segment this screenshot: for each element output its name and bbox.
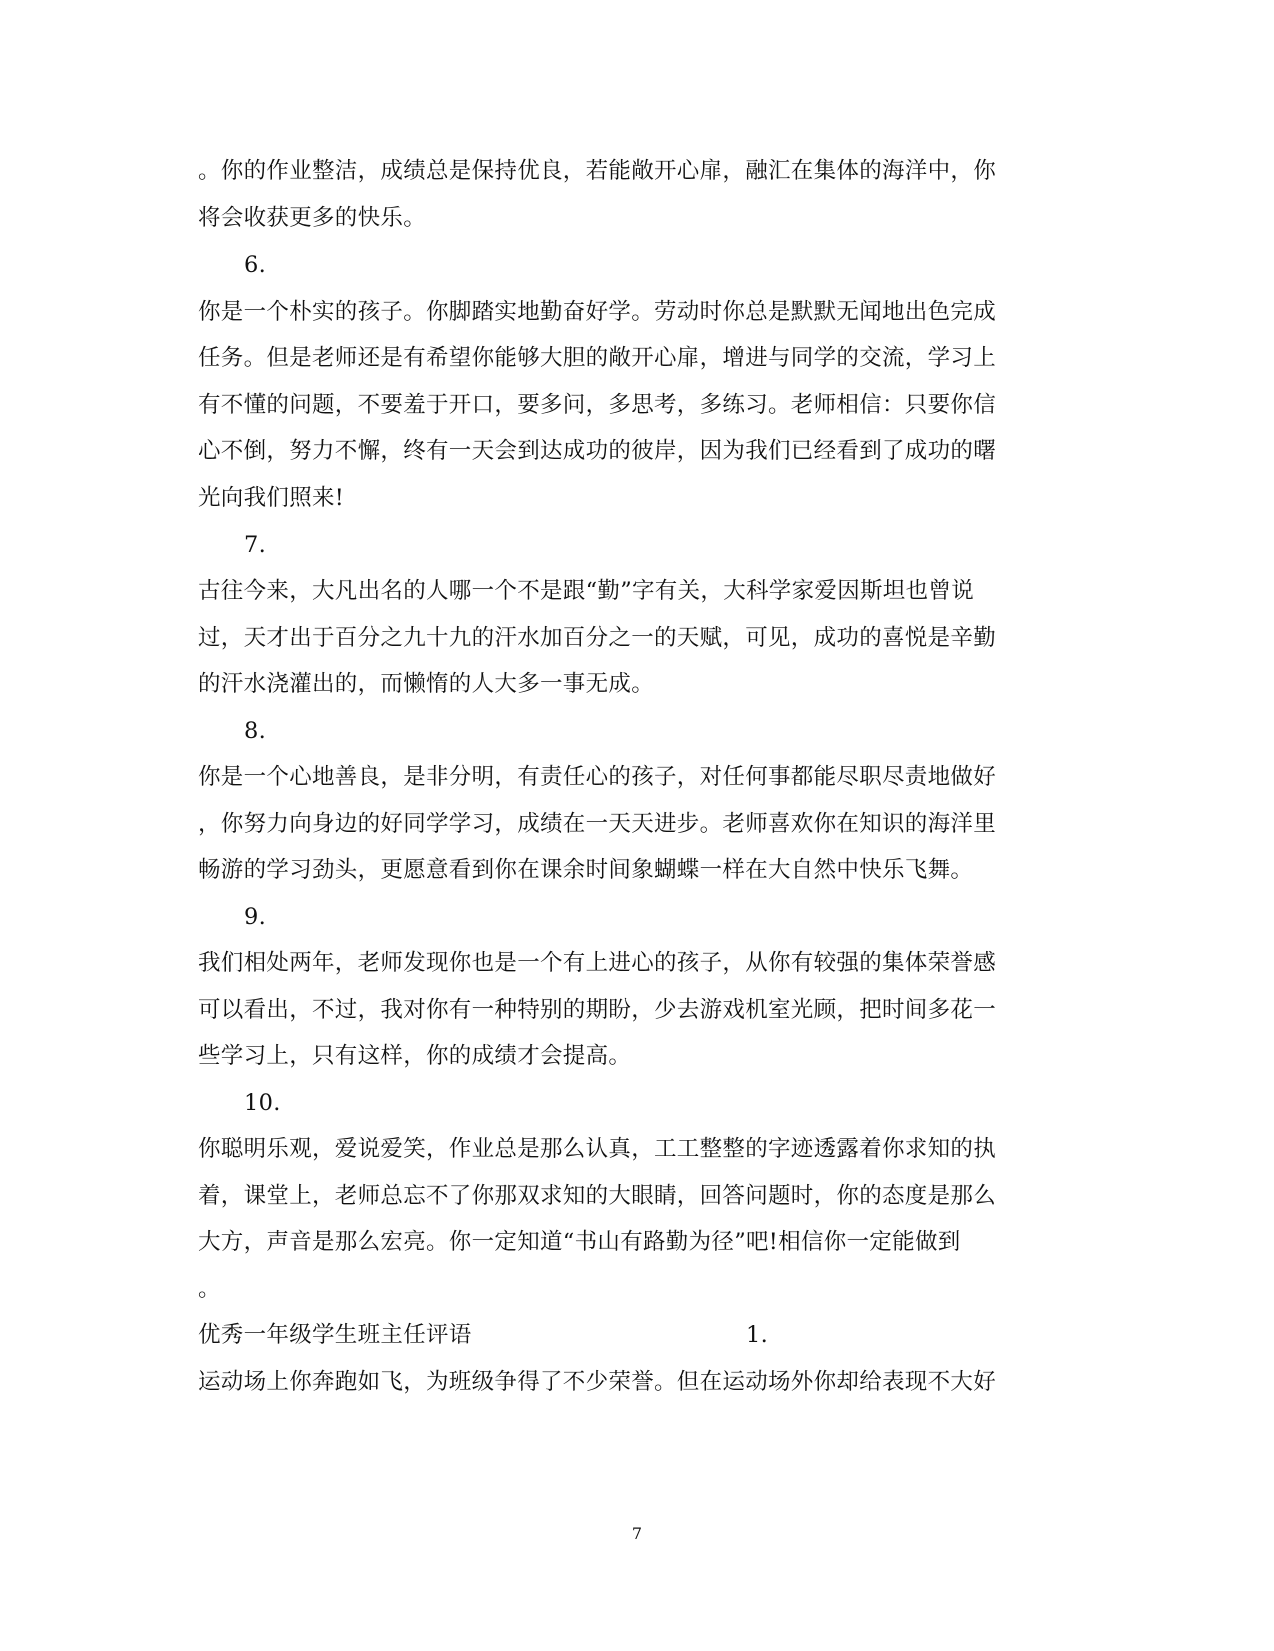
item-number-10: 10. xyxy=(244,1090,281,1116)
paragraph-line: 着，课堂上，老师总忘不了你那双求知的大眼睛，回答问题时，你的态度是那么 xyxy=(198,1183,997,1209)
item-number-7: 7. xyxy=(244,532,267,558)
section-heading-title: 优秀一年级学生班主任评语 xyxy=(198,1322,472,1348)
paragraph-line: 你是一个心地善良，是非分明，有责任心的孩子，对任何事都能尽职尽责地做好 xyxy=(198,764,997,790)
paragraph-line: 将会收获更多的快乐。 xyxy=(198,205,427,231)
paragraph-line: 古往今来，大凡出名的人哪一个不是跟“勤”字有关，大科学家爱因斯坦也曾说 xyxy=(198,578,975,604)
paragraph-line: 些学习上，只有这样，你的成绩才会提高。 xyxy=(198,1043,632,1069)
paragraph-line: 心不倒，努力不懈，终有一天会到达成功的彼岸，因为我们已经看到了成功的曙 xyxy=(198,438,997,464)
item-number-8: 8. xyxy=(244,718,267,744)
item-number-9: 9. xyxy=(244,904,267,930)
paragraph-line: 大方，声音是那么宏亮。你一定知道“书山有路勤为径”吧!相信你一定能做到 xyxy=(198,1229,961,1255)
paragraph-line: 光向我们照来! xyxy=(198,485,345,511)
section-heading xyxy=(198,1320,1078,1350)
paragraph-line: 。 xyxy=(198,1276,221,1302)
page-number: 7 xyxy=(631,1524,643,1543)
paragraph-line: 你是一个朴实的孩子。你脚踏实地勤奋好学。劳动时你总是默默无闻地出色完成 xyxy=(198,299,997,325)
item-number-6: 6. xyxy=(244,252,267,278)
paragraph-line: 畅游的学习劲头，更愿意看到你在课余时间象蝴蝶一样在大自然中快乐飞舞。 xyxy=(198,857,974,883)
paragraph-line: 你聪明乐观，爱说爱笑，作业总是那么认真，工工整整的字迹透露着你求知的执 xyxy=(198,1136,997,1162)
paragraph-line: 有不懂的问题，不要羞于开口，要多问，多思考，多练习。老师相信：只要你信 xyxy=(198,392,997,418)
paragraph-line: 可以看出，不过，我对你有一种特别的期盼，少去游戏机室光顾，把时间多花一 xyxy=(198,997,997,1023)
paragraph-line: 运动场上你奔跑如飞，为班级争得了不少荣誉。但在运动场外你却给表现不大好 xyxy=(198,1369,997,1395)
paragraph-line: 我们相处两年，老师发现你也是一个有上进心的孩子，从你有较强的集体荣誉感 xyxy=(198,950,997,976)
paragraph-line: 的汗水浇灌出的，而懒惰的人大多一事无成。 xyxy=(198,671,655,697)
paragraph-line: 任务。但是老师还是有希望你能够大胆的敞开心扉，增进与同学的交流，学习上 xyxy=(198,345,997,371)
paragraph-line: 过，天才出于百分之九十九的汗水加百分之一的天赋，可见，成功的喜悦是辛勤 xyxy=(198,625,997,651)
paragraph-line: 。你的作业整洁，成绩总是保持优良，若能敞开心扉，融汇在集体的海洋中，你 xyxy=(198,158,997,184)
paragraph-line: ，你努力向身边的好同学学习，成绩在一天天进步。老师喜欢你在知识的海洋里 xyxy=(198,811,997,837)
section-heading-number: 1. xyxy=(746,1322,769,1348)
